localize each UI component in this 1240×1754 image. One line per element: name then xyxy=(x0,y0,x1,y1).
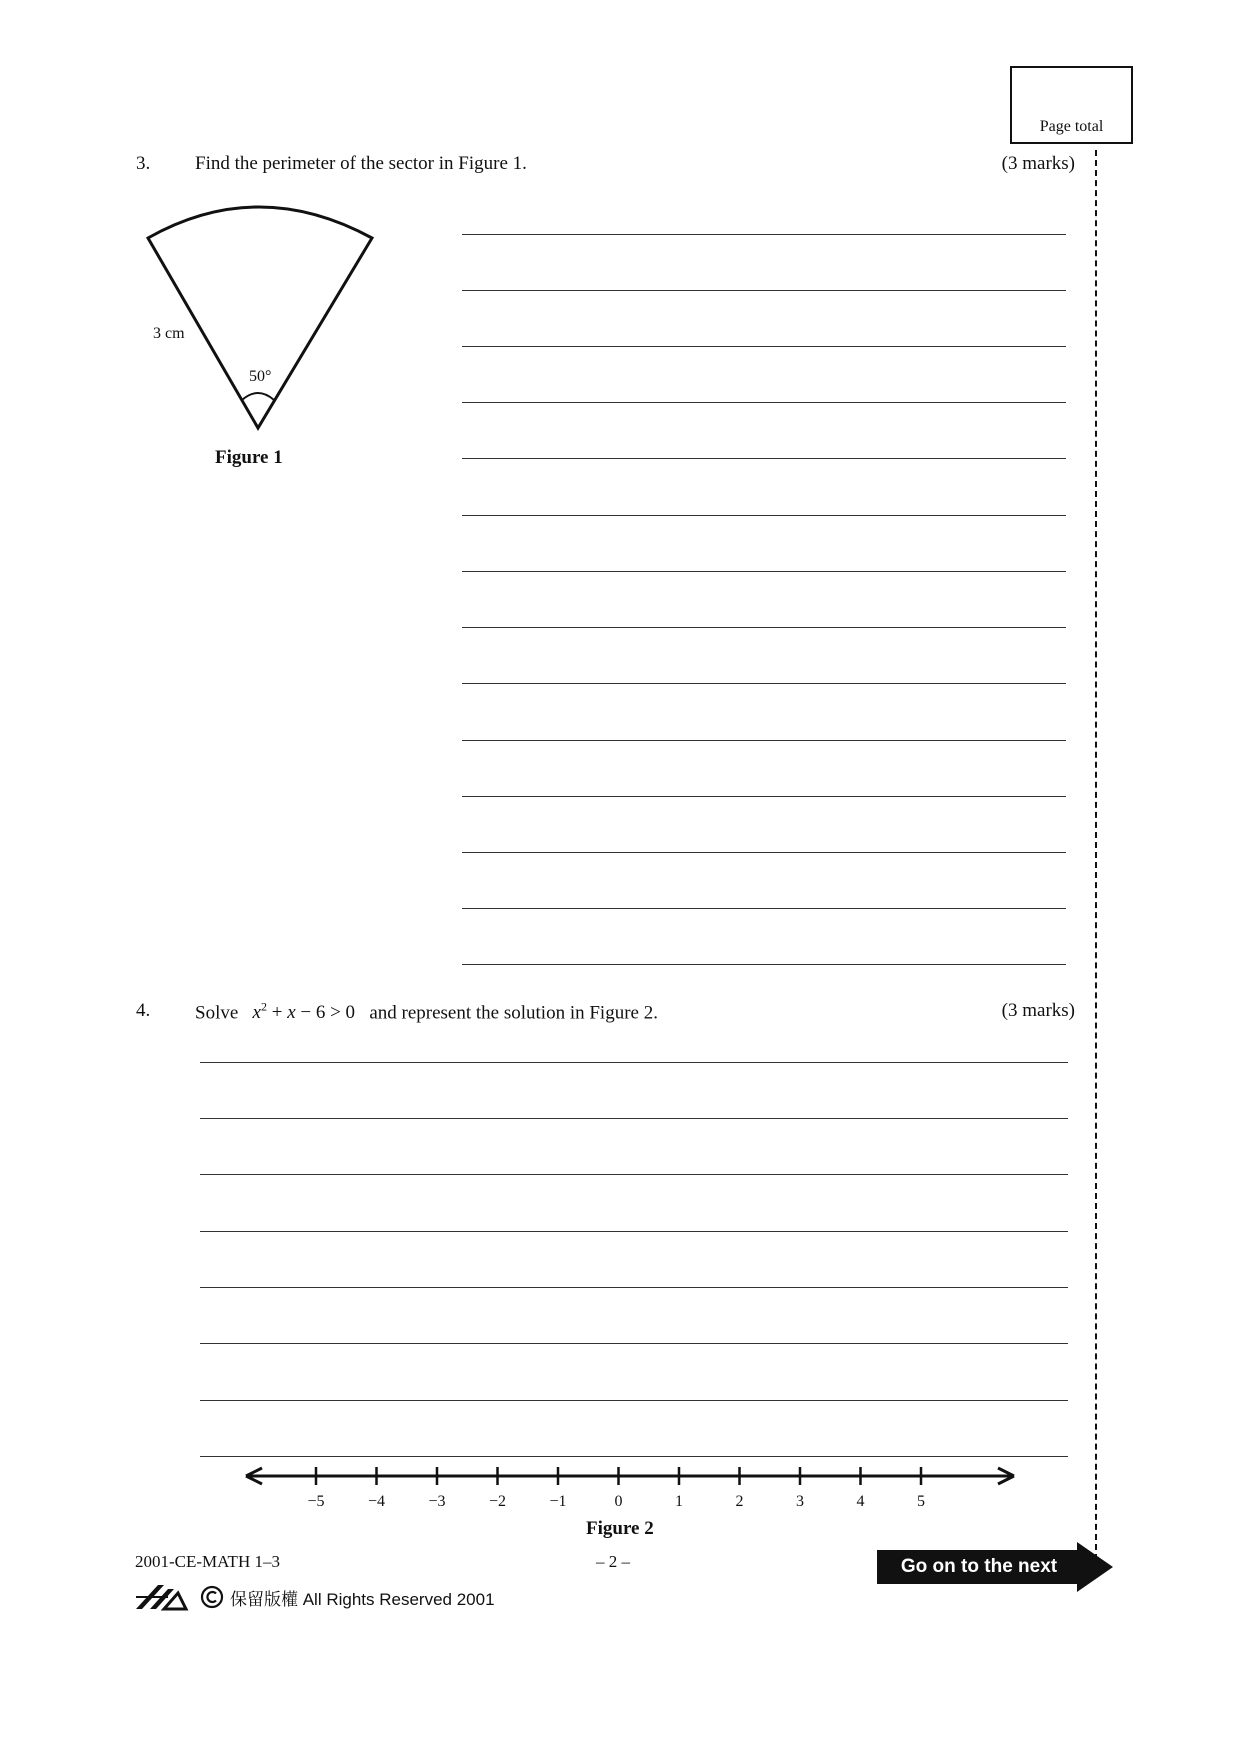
page-total-box xyxy=(1010,66,1133,144)
number-line-tick-label: 0 xyxy=(614,1493,623,1510)
number-line-tick-label: 3 xyxy=(796,1493,804,1510)
answer-line[interactable] xyxy=(462,458,1066,459)
answer-line[interactable] xyxy=(462,908,1066,909)
next-page-label: Go on to the next page xyxy=(900,1556,1058,1611)
answer-line[interactable] xyxy=(462,964,1066,965)
page-number: – 2 – xyxy=(596,1552,630,1571)
page-total-label: Page total xyxy=(1039,118,1104,135)
q4-marks: (3 marks) xyxy=(1001,1000,1075,1021)
angle-arc xyxy=(242,393,274,400)
q4-inequality: $x^2 + x - 6 > 0$ xyxy=(252,1000,356,1024)
q4-prompt-suffix: and represent the solution in Figure 2. xyxy=(369,1002,658,1024)
answer-line[interactable] xyxy=(200,1456,1068,1457)
answer-line[interactable] xyxy=(462,683,1066,684)
copyright-text: 保留版權 All Rights Reserved 2001 xyxy=(230,1589,495,1609)
copyright-row xyxy=(134,1583,495,1611)
sector-outline xyxy=(148,207,372,428)
answer-line[interactable] xyxy=(200,1231,1068,1232)
figure-1-caption: Figure 1 xyxy=(215,447,283,468)
answer-line[interactable] xyxy=(462,571,1066,572)
answer-line[interactable] xyxy=(462,515,1066,516)
answer-line[interactable] xyxy=(200,1287,1068,1288)
answer-line[interactable] xyxy=(200,1174,1068,1175)
radius-label: 3 cm xyxy=(153,325,185,342)
answer-line[interactable] xyxy=(200,1400,1068,1401)
answer-line[interactable] xyxy=(462,290,1066,291)
next-page-banner[interactable] xyxy=(877,1542,1117,1611)
number-line-ticks xyxy=(307,1467,925,1510)
answer-line[interactable] xyxy=(462,852,1066,853)
answer-line[interactable] xyxy=(462,234,1066,235)
answer-line[interactable] xyxy=(462,627,1066,628)
hkeaa-logo-icon xyxy=(134,1583,194,1611)
paper-code: 2001-CE-MATH 1–3 xyxy=(135,1552,280,1571)
number-line-tick-label: 4 xyxy=(856,1493,865,1510)
number-line-tick-label: 1 xyxy=(675,1493,683,1510)
number-line-tick-label: 5 xyxy=(917,1493,925,1510)
answer-line[interactable] xyxy=(200,1062,1068,1063)
angle-label: 50° xyxy=(249,368,272,385)
answer-line[interactable] xyxy=(200,1118,1068,1119)
margin-dashed-line xyxy=(1095,150,1097,1560)
q3-marks: (3 marks) xyxy=(1001,153,1075,174)
q3-number: 3. xyxy=(136,153,151,174)
answer-line[interactable] xyxy=(200,1343,1068,1344)
answer-line[interactable] xyxy=(462,740,1066,741)
number-line-tick-label: −3 xyxy=(428,1493,446,1510)
answer-line[interactable] xyxy=(462,402,1066,403)
figure-2-number-line xyxy=(240,1462,1020,1522)
number-line-tick-label: 2 xyxy=(735,1493,744,1510)
number-line-tick-label: −4 xyxy=(367,1493,386,1510)
figure-1-sector xyxy=(120,190,400,450)
figure-2-caption: Figure 2 xyxy=(586,1518,654,1539)
number-line-tick-label: −1 xyxy=(549,1493,567,1510)
q4-number: 4. xyxy=(136,1000,151,1021)
number-line-tick-label: −5 xyxy=(307,1493,325,1510)
q4-prompt xyxy=(195,1000,658,1024)
q3-prompt: Find the perimeter of the sector in Figure 1. xyxy=(195,153,527,174)
number-line-tick-label: −2 xyxy=(488,1493,507,1510)
copyright-icon xyxy=(200,1585,224,1609)
answer-line[interactable] xyxy=(462,346,1066,347)
q4-prompt-prefix: Solve xyxy=(195,1002,239,1024)
answer-line[interactable] xyxy=(462,796,1066,797)
